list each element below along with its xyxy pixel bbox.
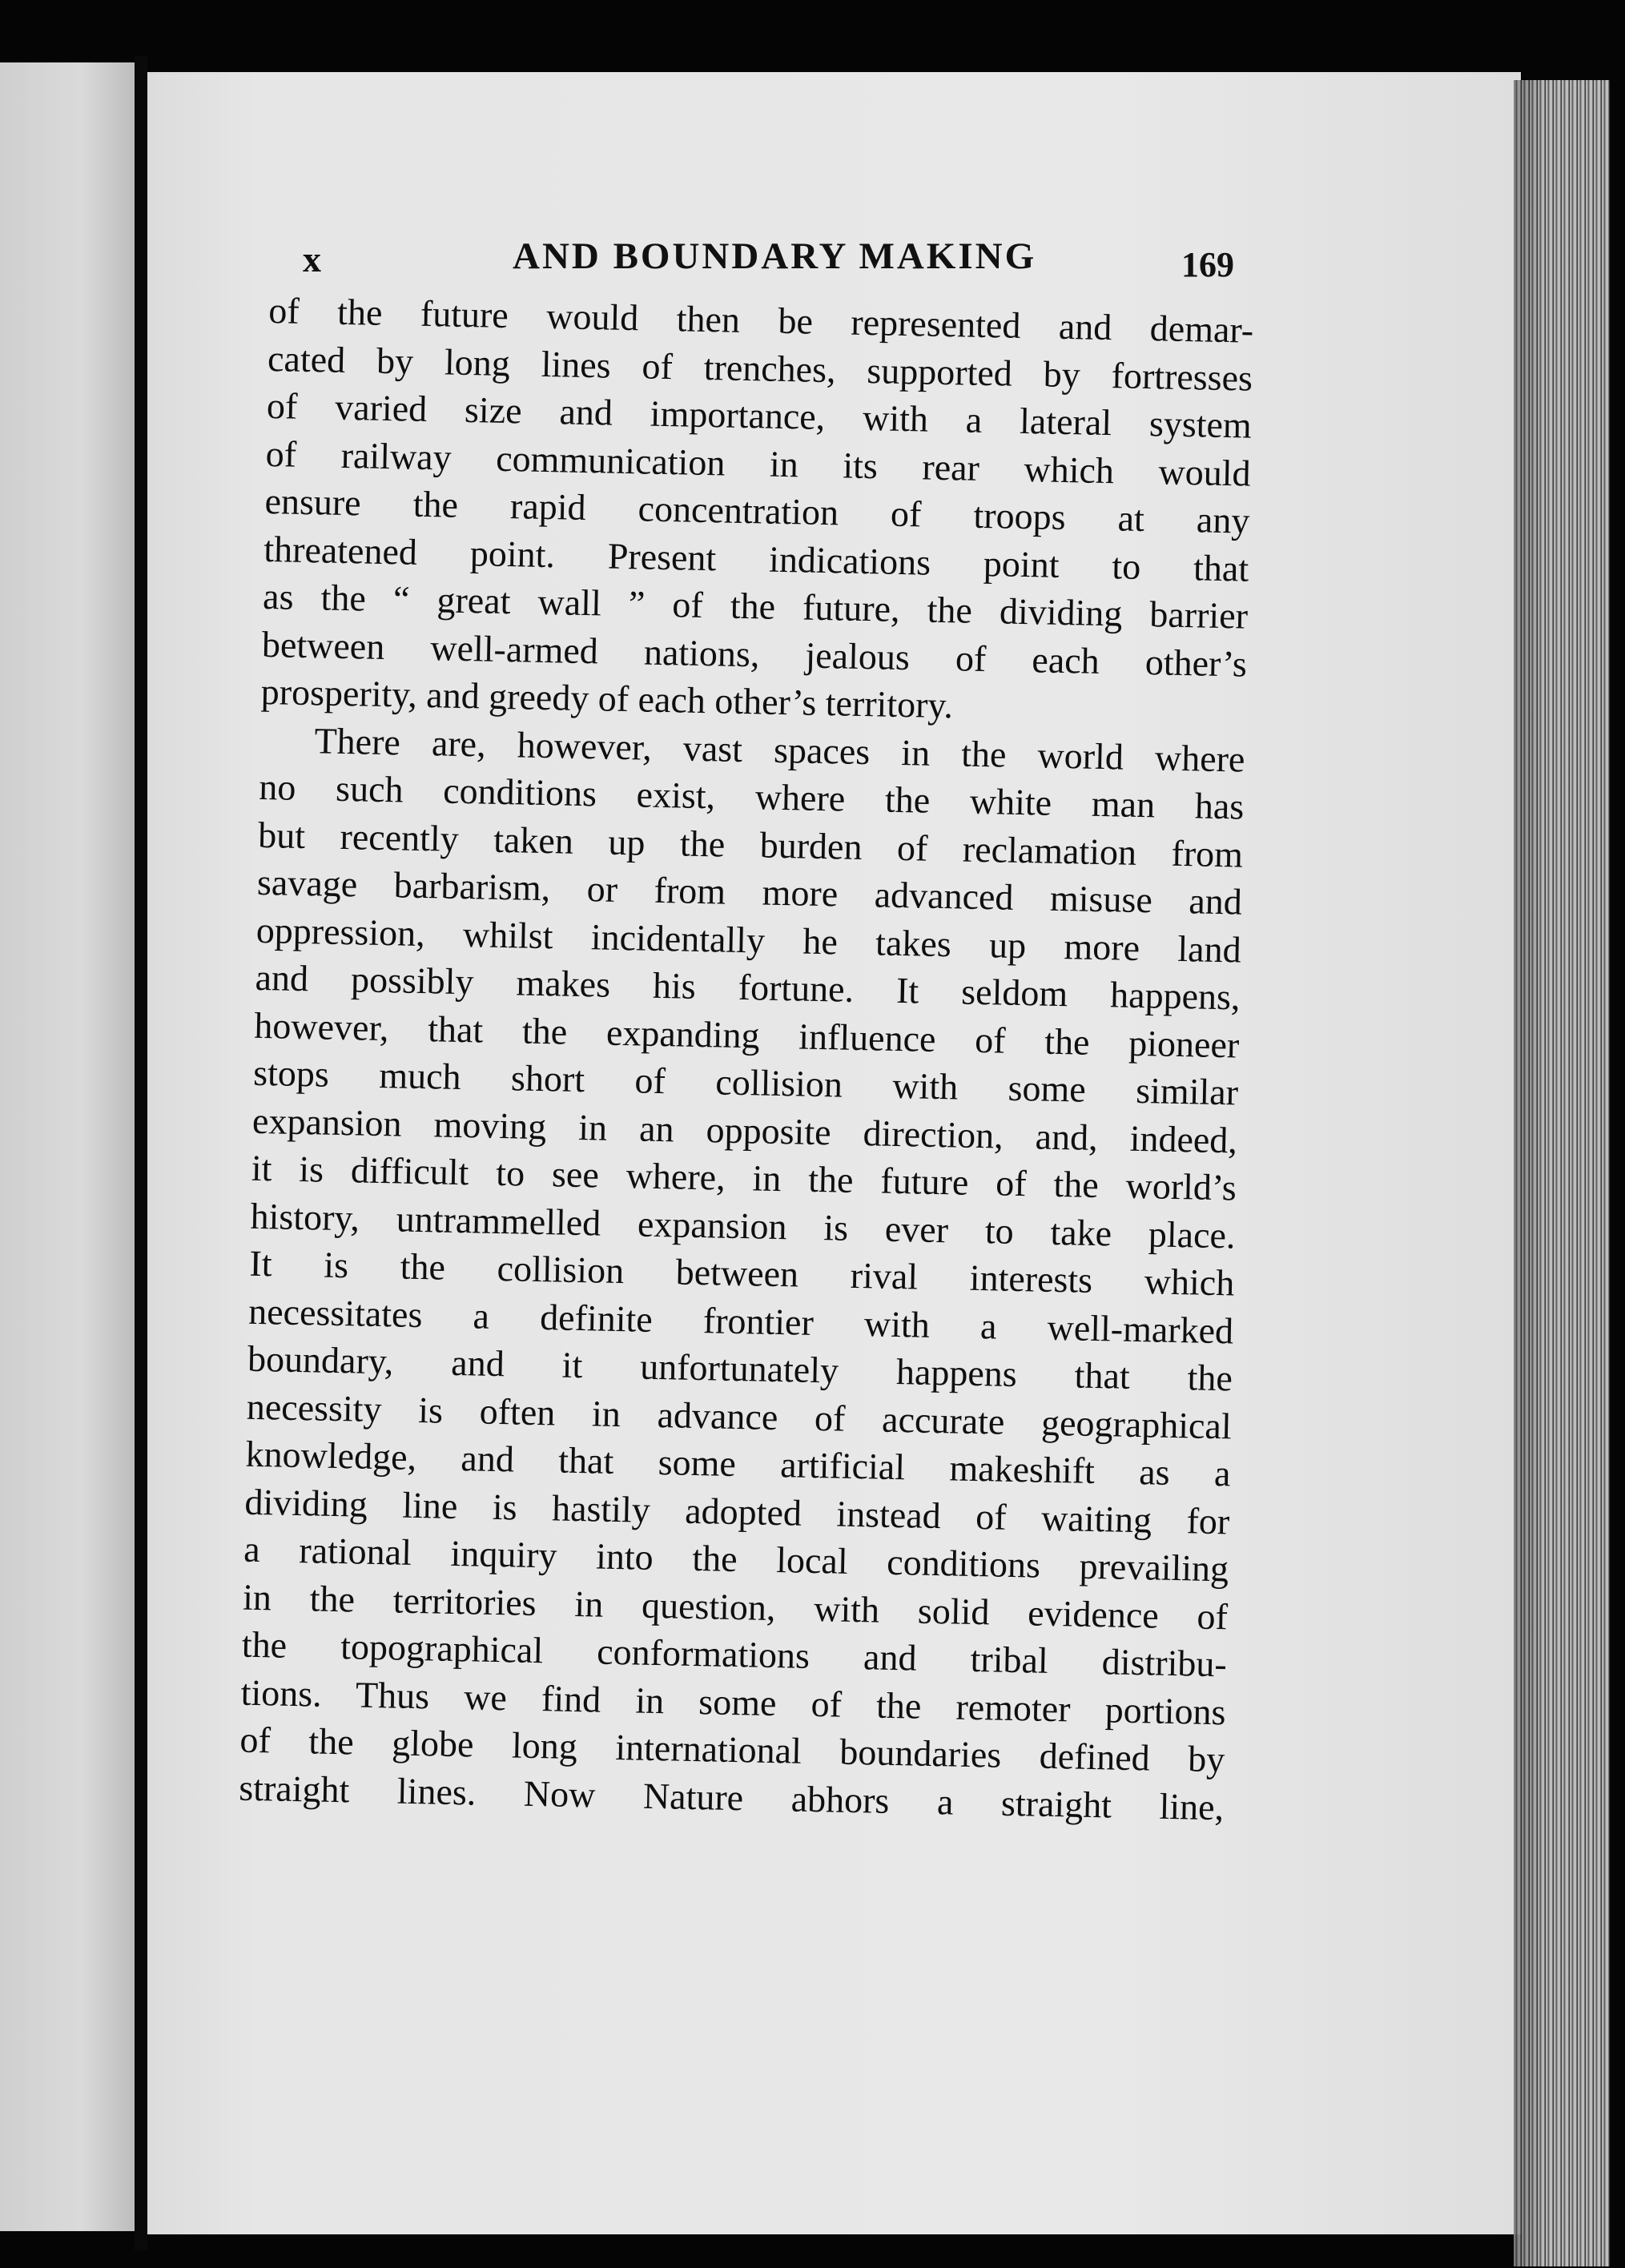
text-line: prosperity, and greedy of each other’s territory. [260, 670, 954, 726]
page-number: 169 [1181, 245, 1234, 284]
text-line: boundary, and it unfortunately happens that the [247, 1337, 1233, 1399]
text-line: stops much short of collision with some similar [252, 1052, 1239, 1113]
text-line: between well-armed nations, jealous of each other’s [261, 623, 1248, 685]
book-gutter [135, 56, 147, 2250]
text-line: dividing line is hastily adopted instead of waiting for [244, 1481, 1230, 1542]
paragraph-2 [239, 715, 1245, 1831]
running-head-title: AND BOUNDARY MAKING [513, 235, 1037, 277]
text-line: a rational inquiry into the local conditions prevailing [243, 1528, 1229, 1590]
text-line: and possibly makes his fortune. It seldom happens, [255, 956, 1241, 1018]
running-head [296, 228, 1257, 292]
text-line: There are, however, vast spaces in the world where [314, 719, 1245, 780]
text-line: of varied size and importance, with a lateral system [266, 384, 1253, 446]
text-line: in the territories in question, with solid evidence of [242, 1576, 1229, 1637]
text-line: tions. Thus we find in some of the remoter portions [240, 1671, 1227, 1732]
chapter-number: x [303, 239, 321, 279]
text-line: necessity is often in advance of accurate geographical [246, 1385, 1233, 1446]
text-line: straight lines. Now Nature abhors a straight line, [238, 1767, 1225, 1828]
text-line: knowledge, and that some artificial makeshift as a [245, 1433, 1232, 1494]
text-line: of the future would then be represented and demar- [267, 289, 1254, 351]
text-line: savage barbarism, or from more advanced misuse and [256, 861, 1243, 923]
page-edge-shadow [1514, 80, 1546, 2266]
text-line: oppression, whilst incidentally he takes up more land [255, 909, 1242, 971]
text-line: of the globe long international boundaries defined by [239, 1719, 1225, 1780]
facing-page-edge [0, 62, 135, 2231]
text-line: necessitates a definite frontier with a well-marked [247, 1290, 1234, 1351]
text-line: but recently taken up the burden of reclamation from [257, 814, 1244, 875]
text-line: threatened point. Present indications point to that [263, 528, 1249, 589]
text-line: ensure the rapid concentration of troops at any [264, 480, 1250, 541]
text-line: history, untrammelled expansion is ever to take place. [250, 1195, 1236, 1256]
text-line: the topographical conformations and tribal distribu- [241, 1623, 1228, 1685]
text-line: no such conditions exist, where the white man has [258, 766, 1245, 827]
text-line: It is the collision between rival interests which [249, 1242, 1235, 1304]
text-line: as the “ great wall ” of the future, the dividing barrier [262, 575, 1249, 637]
text-line: cated by long lines of trenches, supported by fortresses [267, 337, 1253, 399]
paragraph-1 [260, 287, 1253, 735]
text-line: of railway communication in its rear which would [265, 432, 1252, 494]
text-line: expansion moving in an opposite direction, and, indeed, [251, 1100, 1238, 1160]
body-text [239, 287, 1254, 1831]
text-line: however, that the expanding influence of the pioneer [253, 1004, 1240, 1065]
text-line: it is difficult to see where, in the future of the world’s [251, 1147, 1237, 1208]
